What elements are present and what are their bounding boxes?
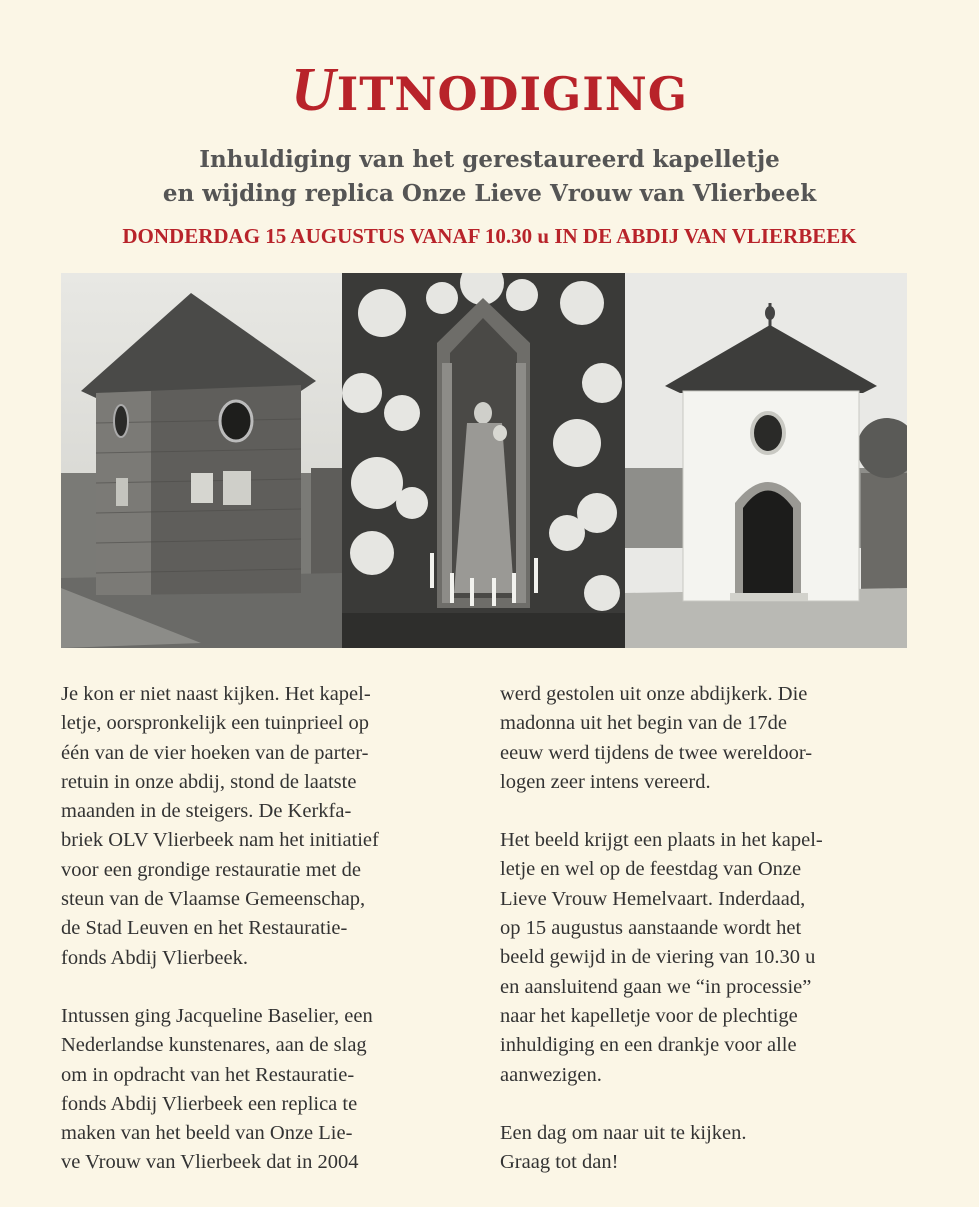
body-line: de Stad Leuven en het Restauratie-: [61, 917, 348, 940]
title-initial: U: [290, 56, 337, 124]
photo-restored-chapel: [625, 273, 907, 648]
photo-strip: [61, 273, 907, 648]
body-line: letje en wel op de feestdag van Onze: [500, 858, 802, 881]
body-line: ve Vrouw van Vlierbeek dat in 2004: [61, 1151, 359, 1174]
body-column-left: [61, 680, 471, 1207]
body-line: Graag tot dan!: [500, 1151, 619, 1174]
title-rest: ITNODIGING: [336, 67, 689, 121]
body-paragraph: [500, 826, 910, 1090]
body-line: fonds Abdij Vlierbeek.: [61, 946, 248, 969]
body-line: maken van het beeld van Onze Lie-: [61, 1122, 353, 1145]
body-line: om in opdracht van het Restauratie-: [61, 1063, 355, 1086]
body-line: briek OLV Vlierbeek nam het initiatief: [61, 829, 379, 852]
body-line: fonds Abdij Vlierbeek een replica te: [61, 1092, 358, 1115]
body-paragraph: [500, 1119, 910, 1178]
body-line: letje, oorspronkelijk een tuinprieel op: [61, 712, 369, 735]
body-line: Intussen ging Jacqueline Baselier, een: [61, 1004, 373, 1027]
invitation-title: [0, 55, 979, 126]
body-line: beeld gewijd in de viering van 10.30 u: [500, 946, 816, 969]
subtitle-line-1: Inhuldiging van het gerestaureerd kapelletje: [199, 146, 780, 173]
body-line: eeuw werd tijdens de twee wereldoor-: [500, 741, 813, 764]
body-paragraph: [61, 1002, 471, 1178]
body-line: voor een grondige restauratie met de: [61, 858, 361, 881]
body-paragraph: [500, 680, 910, 797]
event-dateline: DONDERDAG 15 AUGUSTUS VANAF 10.30 u IN DE ABDIJ VAN VLIERBEEK: [122, 224, 857, 248]
subtitle-line-2: en wijding replica Onze Lieve Vrouw van Vlierbeek: [162, 180, 817, 207]
body-line: madonna uit het begin van de 17de: [500, 712, 787, 735]
body-paragraph: [61, 680, 471, 973]
body-line: werd gestolen uit onze abdijkerk. Die: [500, 683, 808, 705]
body-line: retuin in onze abdij, stond de laatste: [61, 770, 357, 793]
body-line: maanden in de steigers. De Kerkfa-: [61, 800, 352, 823]
body-line: inhuldiging en een drankje voor alle: [500, 1034, 797, 1057]
body-line: Een dag om naar uit te kijken.: [500, 1121, 747, 1144]
body-line: Het beeld krijgt een plaats in het kapel-: [500, 829, 823, 852]
body-line: Je kon er niet naast kijken. Het kapel-: [61, 683, 371, 705]
body-line: Lieve Vrouw Hemelvaart. Inderdaad,: [500, 887, 806, 910]
body-line: en aansluitend gaan we “in processie”: [500, 975, 812, 998]
body-line: één van de vier hoeken van de parter-: [61, 741, 369, 764]
body-line: op 15 augustus aanstaande wordt het: [500, 917, 802, 940]
body-line: naar het kapelletje voor de plechtige: [500, 1004, 798, 1027]
body-column-right: [500, 680, 910, 1206]
body-line: Nederlandse kunstenares, aan de slag: [61, 1034, 367, 1057]
photo-old-chapel: [61, 273, 342, 648]
body-line: aanwezigen.: [500, 1063, 602, 1086]
body-line: steun van de Vlaamse Gemeenschap,: [61, 888, 366, 911]
photo-madonna-statue: [342, 273, 625, 648]
body-line: logen zeer intens vereerd.: [500, 770, 711, 793]
